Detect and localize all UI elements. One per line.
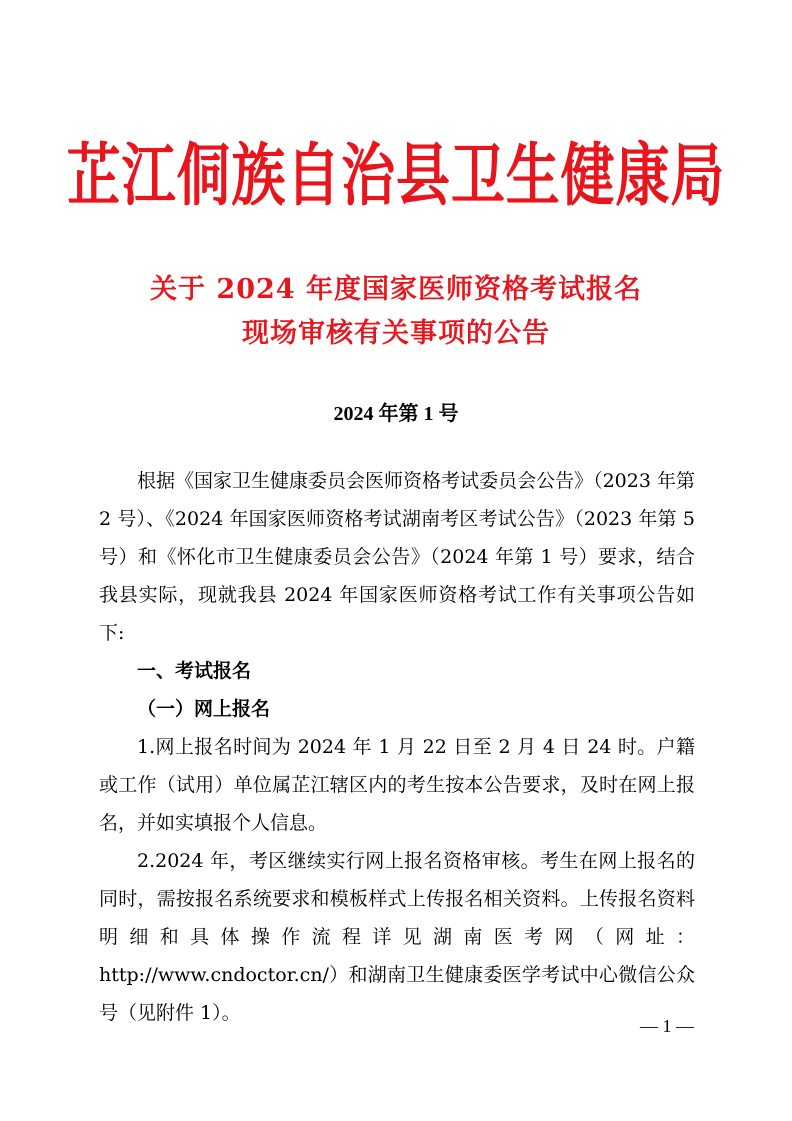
notice-title-line-2: 现场审核有关事项的公告 (242, 318, 550, 349)
item-1-paragraph: 1.网上报名时间为 2024 年 1 月 22 日至 2 月 4 日 24 时。户籍或工作（试用）单位属芷江辖区内的考生按本公告要求，及时在网上报名，并如实填报个人信息。 (99, 736, 695, 834)
section-heading-registration: 一、考试报名 (137, 660, 252, 682)
page-number: — 1 — (640, 1016, 694, 1036)
document-number: 2024 年第 1 号 (333, 403, 459, 425)
item-2-paragraph: 2.2024 年，考区继续实行网上报名资格审核。考生在网上报名的同时，需按报名系统要求和模板样式上传报名相关资料。上传报名资料明细和具体操作流程详见湖南医考网（网址：http://www.cndoctor.cn/）和湖南卫生健康委医学考试中心微信公众号（见附件 1）。 (99, 850, 695, 1024)
notice-title (0, 268, 792, 356)
intro-paragraph: 根据《国家卫生健康委员会医师资格考试委员会公告》（2023 年第 2 号）、《2024 年国家医师资格考试湖南考区考试公告》（2023 年第 5 号）和《怀化市卫生健康委员会公告》（2024 年第 1 号）要求，结合我县实际，现就我县 2024 年国家医师资格考试工作有关事项公告如下: (99, 470, 695, 644)
subsection-heading-online: （一）网上报名 (137, 698, 271, 720)
issuing-agency-header: 芷江侗族自治县卫生健康局 (66, 135, 726, 216)
notice-title-line-1: 关于 2024 年度国家医师资格考试报名 (150, 274, 642, 305)
notice-body (99, 462, 695, 1032)
